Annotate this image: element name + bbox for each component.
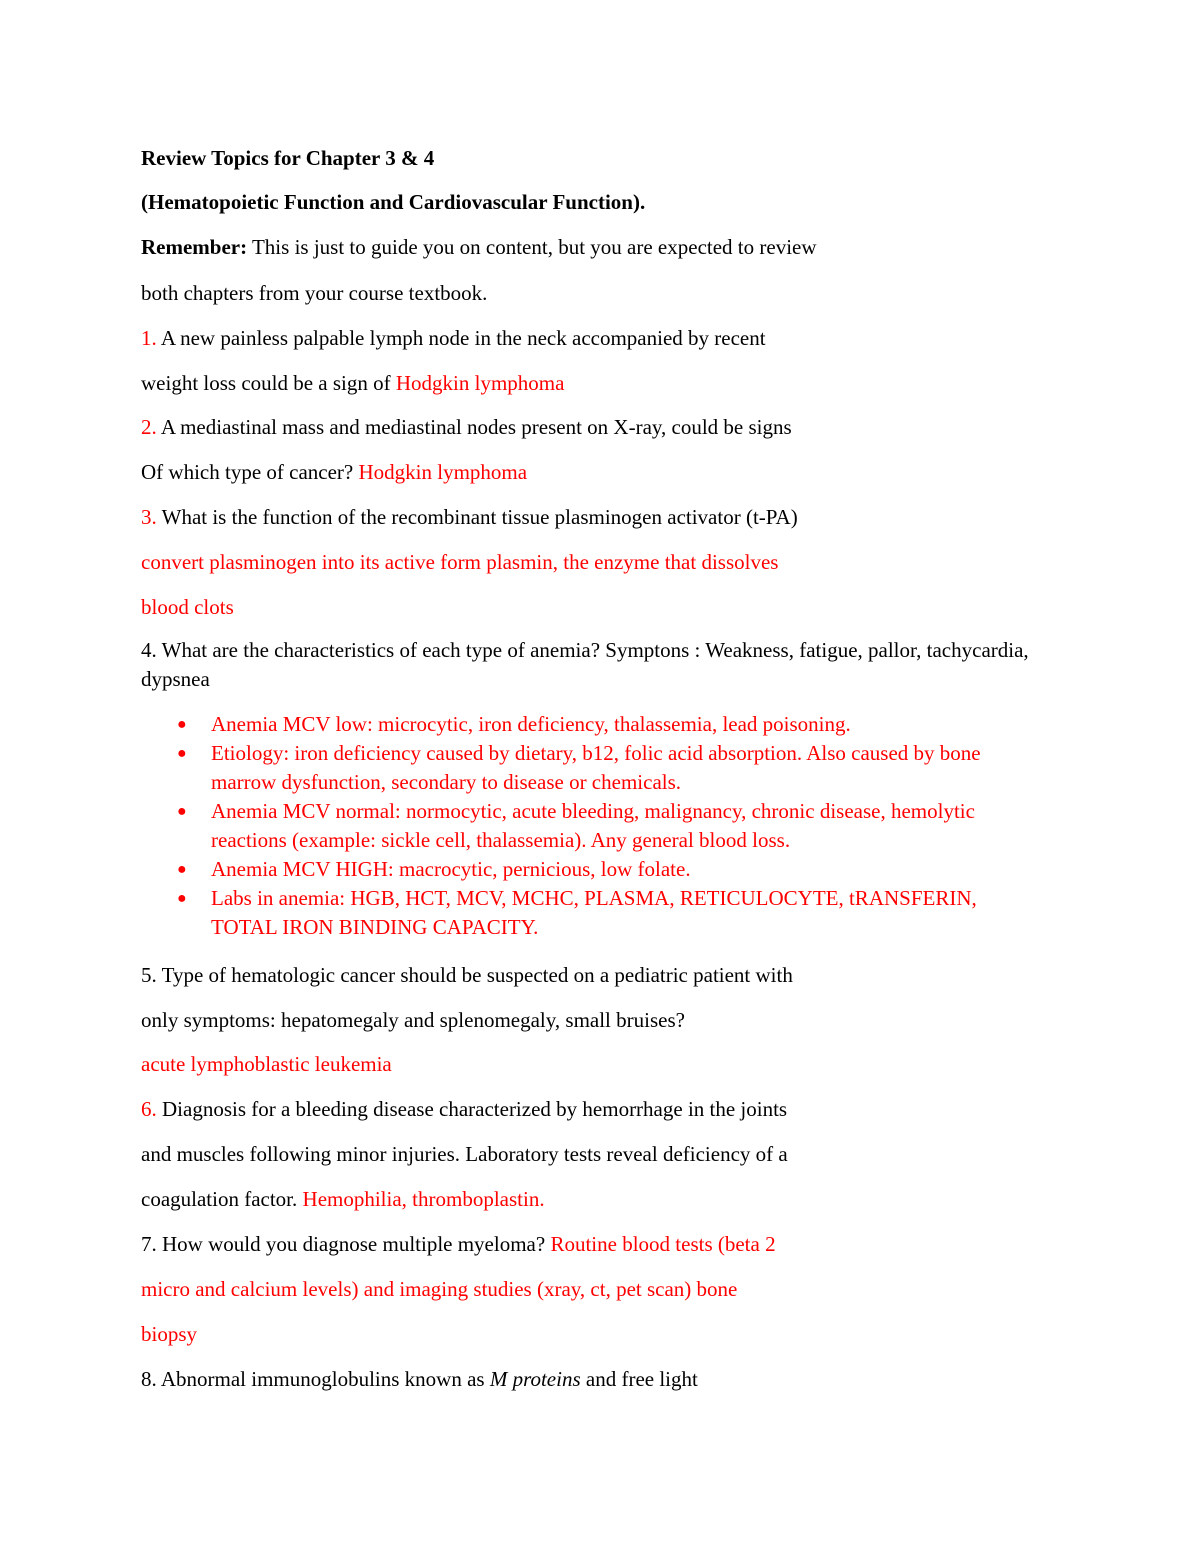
bullet-dot-icon: ● xyxy=(177,716,187,733)
q2-line-1 xyxy=(141,415,792,439)
q2-number: 2. xyxy=(141,415,157,439)
bullet-dot-icon: ● xyxy=(177,890,187,907)
q5-line-1: 5. Type of hematologic cancer should be suspected on a pediatric patient with xyxy=(141,963,793,987)
q7-line-1 xyxy=(141,1232,776,1256)
doc-subtitle: (Hematopoietic Function and Cardiovascular Function). xyxy=(141,190,646,214)
q2-answer: Hodgkin lymphoma xyxy=(358,460,528,484)
remember-line-2: both chapters from your course textbook. xyxy=(141,281,488,305)
list-item xyxy=(141,855,1041,884)
doc-title: Review Topics for Chapter 3 & 4 xyxy=(141,146,435,170)
q5-answer: acute lymphoblastic leukemia xyxy=(141,1052,392,1076)
q3-line-1 xyxy=(141,505,798,529)
q7-answer-1: Routine blood tests (beta 2 xyxy=(550,1232,776,1256)
q6-line-3 xyxy=(141,1187,545,1211)
bullet-text: Anemia MCV HIGH: macrocytic, pernicious, low folate. xyxy=(211,857,691,881)
q6-line-1 xyxy=(141,1097,787,1121)
q8-line-1 xyxy=(141,1367,698,1391)
bullet-text: Anemia MCV low: microcytic, iron deficiency, thalassemia, lead poisoning. xyxy=(211,712,851,736)
q4-question: 4. What are the characteristics of each type of anemia? Symptons : Weakness, fatigue, pallor, tachycardia, dypsnea xyxy=(141,638,1029,691)
remember-text: This is just to guide you on content, but you are expected to review xyxy=(247,235,817,259)
q1-text-2: weight loss could be a sign of xyxy=(141,371,396,395)
q6-answer: Hemophilia, thromboplastin. xyxy=(302,1187,545,1211)
q6-text-3: coagulation factor. xyxy=(141,1187,303,1211)
list-item xyxy=(141,884,1041,942)
bullet-text: Anemia MCV normal: normocytic, acute bleeding, malignancy, chronic disease, hemolytic reactions (example: sickle cell, thalassemia). Any general blood loss. xyxy=(211,799,975,852)
q1-line-1 xyxy=(141,326,766,350)
bullet-dot-icon: ● xyxy=(177,745,187,762)
q7-text: 7. How would you diagnose multiple myeloma? xyxy=(141,1232,551,1256)
q6-line-2: and muscles following minor injuries. Laboratory tests reveal deficiency of a xyxy=(141,1142,788,1166)
q1-number: 1. xyxy=(141,326,157,350)
q8-text-italic: M proteins xyxy=(489,1367,581,1391)
q3-text: What is the function of the recombinant tissue plasminogen activator (t-PA) xyxy=(156,505,798,529)
bullet-dot-icon: ● xyxy=(177,861,187,878)
q1-text: A new painless palpable lymph node in the neck accompanied by recent xyxy=(156,326,766,350)
list-item xyxy=(141,797,1041,855)
q6-number: 6. xyxy=(141,1097,157,1121)
bullet-text: Etiology: iron deficiency caused by dietary, b12, folic acid absorption. Also caused by bone marrow dysfunction, secondary to disease or chemicals. xyxy=(211,741,981,794)
q8-text-post: and free light xyxy=(580,1367,698,1391)
q7-answer-2: micro and calcium levels) and imaging studies (xray, ct, pet scan) bone xyxy=(141,1277,738,1301)
q1-answer: Hodgkin lymphoma xyxy=(395,371,565,395)
remember-label: Remember: xyxy=(141,235,248,259)
q7-answer-3: biopsy xyxy=(141,1322,198,1346)
bullet-text: Labs in anemia: HGB, HCT, MCV, MCHC, PLASMA, RETICULOCYTE, tRANSFERIN, TOTAL IRON BINDING CAPACITY. xyxy=(211,886,977,939)
q1-line-2 xyxy=(141,371,564,395)
q8-text-pre: 8. Abnormal immunoglobulins known as xyxy=(141,1367,490,1391)
bullet-dot-icon: ● xyxy=(177,803,187,820)
list-item xyxy=(141,739,1041,797)
q2-line-2 xyxy=(141,460,527,484)
q4-bullet-list xyxy=(141,710,1041,942)
q2-text-2: Of which type of cancer? xyxy=(141,460,359,484)
q5-line-2: only symptoms: hepatomegaly and splenomegaly, small bruises? xyxy=(141,1008,685,1032)
q3-answer-1: convert plasminogen into its active form plasmin, the enzyme that dissolves xyxy=(141,550,779,574)
q2-text: A mediastinal mass and mediastinal nodes present on X-ray, could be signs xyxy=(156,415,792,439)
q3-answer-2: blood clots xyxy=(141,595,234,619)
remember-line-1 xyxy=(141,235,817,259)
q6-text: Diagnosis for a bleeding disease characterized by hemorrhage in the joints xyxy=(156,1097,788,1121)
q3-number: 3. xyxy=(141,505,157,529)
list-item xyxy=(141,710,1041,739)
